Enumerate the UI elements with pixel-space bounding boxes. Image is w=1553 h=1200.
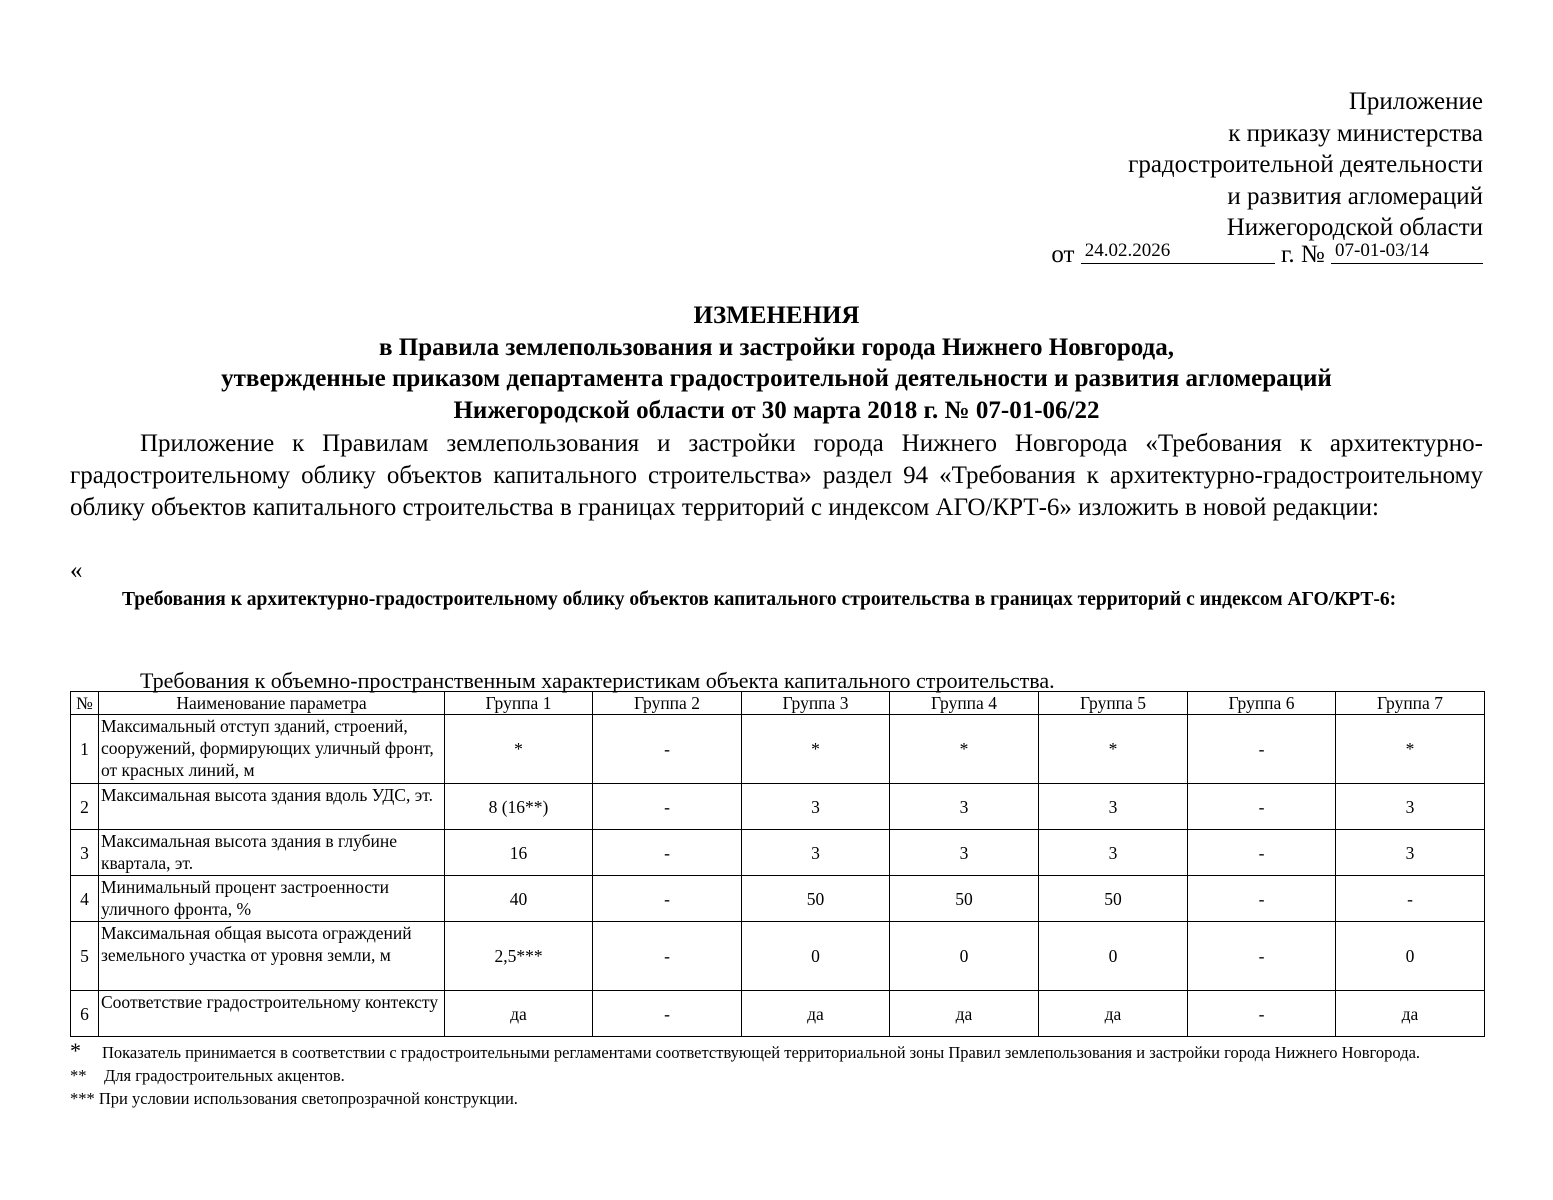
row-number: 5 [71,922,99,991]
table-cell: - [1188,922,1336,991]
order-date-number [1051,240,1483,270]
table-cell: 50 [890,876,1039,922]
table-cell: - [593,876,742,922]
table-cell: 50 [1039,876,1188,922]
table-cell: - [593,830,742,876]
parameter-name: Максимальный отступ зданий, строений, сооружений, формирующих уличный фронт, от красных линий, м [99,715,445,784]
table-header-row [71,692,1485,715]
row-number: 6 [71,991,99,1037]
appendix-line: градостроительной деятельности [1128,151,1483,178]
column-header: Группа 4 [890,692,1039,715]
parameters-table [70,691,1485,1037]
table-cell: да [890,991,1039,1037]
document-title [70,300,1483,426]
footnote [70,1088,1483,1110]
row-number: 1 [71,715,99,784]
table-cell: да [445,991,593,1037]
table-cell: - [1188,830,1336,876]
intro-paragraph: Приложение к Правилам землепользования и застройки города Нижнего Новгорода «Требования к архитектурно-градостроительному облику объектов капитального строительства» раздел 94 «Требования к архитектурно-градостроительному облику объектов капитального строительства в границах территорий с индексом АГО/КРТ-6» изложить в новой редакции: [70,430,1483,521]
table-cell: * [742,715,890,784]
opening-quote: « [70,557,83,584]
footnote-text: Показатель принимается в соответствии с градостроительными регламентами соответствующей территориальной зоны Правил землепользования и застройки города Нижнего Новгорода. [102,1043,1421,1062]
footnote-text: При условии использования светопрозрачной конструкции. [98,1089,518,1108]
column-header: Группа 7 [1336,692,1485,715]
table-cell: 3 [1336,830,1485,876]
table-cell: * [890,715,1039,784]
column-header: Группа 5 [1039,692,1188,715]
table-cell: 40 [445,876,593,922]
footnotes [70,1038,1483,1111]
table-cell: - [1336,876,1485,922]
table-cell: 3 [742,784,890,830]
title-line: Нижегородской области от 30 марта 2018 г. № 07-01-06/22 [453,396,1100,424]
table-cell: 16 [445,830,593,876]
table-cell: 3 [742,830,890,876]
table-cell: 3 [1039,784,1188,830]
table-cell: - [1188,784,1336,830]
requirements-heading: Требования к архитектурно-градостроительному облику объектов капитального строительства в границах территорий с индексом АГО/КРТ-6: [122,589,1397,610]
footnote [70,1038,1483,1064]
table-cell: 0 [1039,922,1188,991]
table-cell: 0 [890,922,1039,991]
row-number: 2 [71,784,99,830]
footnote-mark: * [70,1038,81,1063]
column-header: Группа 2 [593,692,742,715]
date-prefix: от [1051,241,1075,268]
parameter-name: Минимальный процент застроенности уличного фронта, % [99,876,445,922]
table-cell: * [1039,715,1188,784]
table-cell: - [1188,876,1336,922]
table-cell: да [1336,991,1485,1037]
table-row [71,830,1485,876]
parameter-name: Максимальная общая высота ограждений земельного участка от уровня земли, м [99,922,445,991]
appendix-line: Нижегородской области [1226,214,1483,241]
title-heading: ИЗМЕНЕНИЯ [693,302,860,329]
column-header: Группа 6 [1188,692,1336,715]
table-cell: * [1336,715,1485,784]
order-number: 07-01-03/14 [1331,241,1483,264]
table-cell: да [742,991,890,1037]
table-row [71,991,1485,1037]
table-cell: * [445,715,593,784]
row-number: 4 [71,876,99,922]
table-cell: 3 [1336,784,1485,830]
table-cell: - [593,991,742,1037]
appendix-block [1128,86,1483,244]
column-header: Группа 3 [742,692,890,715]
table-cell: - [1188,991,1336,1037]
number-prefix: г. № [1280,241,1325,268]
table-row [71,784,1485,830]
table-cell: - [1188,715,1336,784]
footnote-mark: ** [70,1066,87,1085]
column-header: Наименование параметра [99,692,445,715]
appendix-line: Приложение [1348,88,1483,115]
footnote-mark: *** [70,1089,95,1108]
table-cell: 3 [1039,830,1188,876]
table-row [71,876,1485,922]
order-date: 24.02.2026 [1081,241,1275,264]
table-cell: 3 [890,784,1039,830]
table-cell: 8 (16**) [445,784,593,830]
parameter-name: Максимальная высота здания в глубине квартала, эт. [99,830,445,876]
table-cell: да [1039,991,1188,1037]
table-cell: 50 [742,876,890,922]
table-cell: - [593,922,742,991]
table-cell: 0 [742,922,890,991]
title-line: в Правила землепользования и застройки города Нижнего Новгорода, [379,333,1174,361]
table-caption: Требования к объемно-пространственным характеристикам объекта капитального строительства. [140,668,1055,693]
column-header: № [71,692,99,715]
table-cell: 3 [890,830,1039,876]
footnote-text: Для градостроительных акцентов. [104,1066,345,1085]
appendix-line: к приказу министерства [1228,119,1483,147]
table-cell: 2,5*** [445,922,593,991]
table-cell: 0 [1336,922,1485,991]
column-header: Группа 1 [445,692,593,715]
footnote [70,1065,1483,1087]
appendix-line: и развития агломераций [1227,182,1483,210]
table-row [71,922,1485,991]
parameter-name: Максимальная высота здания вдоль УДС, эт. [99,784,445,830]
table-cell: - [593,715,742,784]
title-line: утвержденные приказом департамента градостроительной деятельности и развития агломераций [221,365,1332,392]
parameter-name: Соответствие градостроительному контексту [99,991,445,1037]
table-cell: - [593,784,742,830]
row-number: 3 [71,830,99,876]
table-row [71,715,1485,784]
